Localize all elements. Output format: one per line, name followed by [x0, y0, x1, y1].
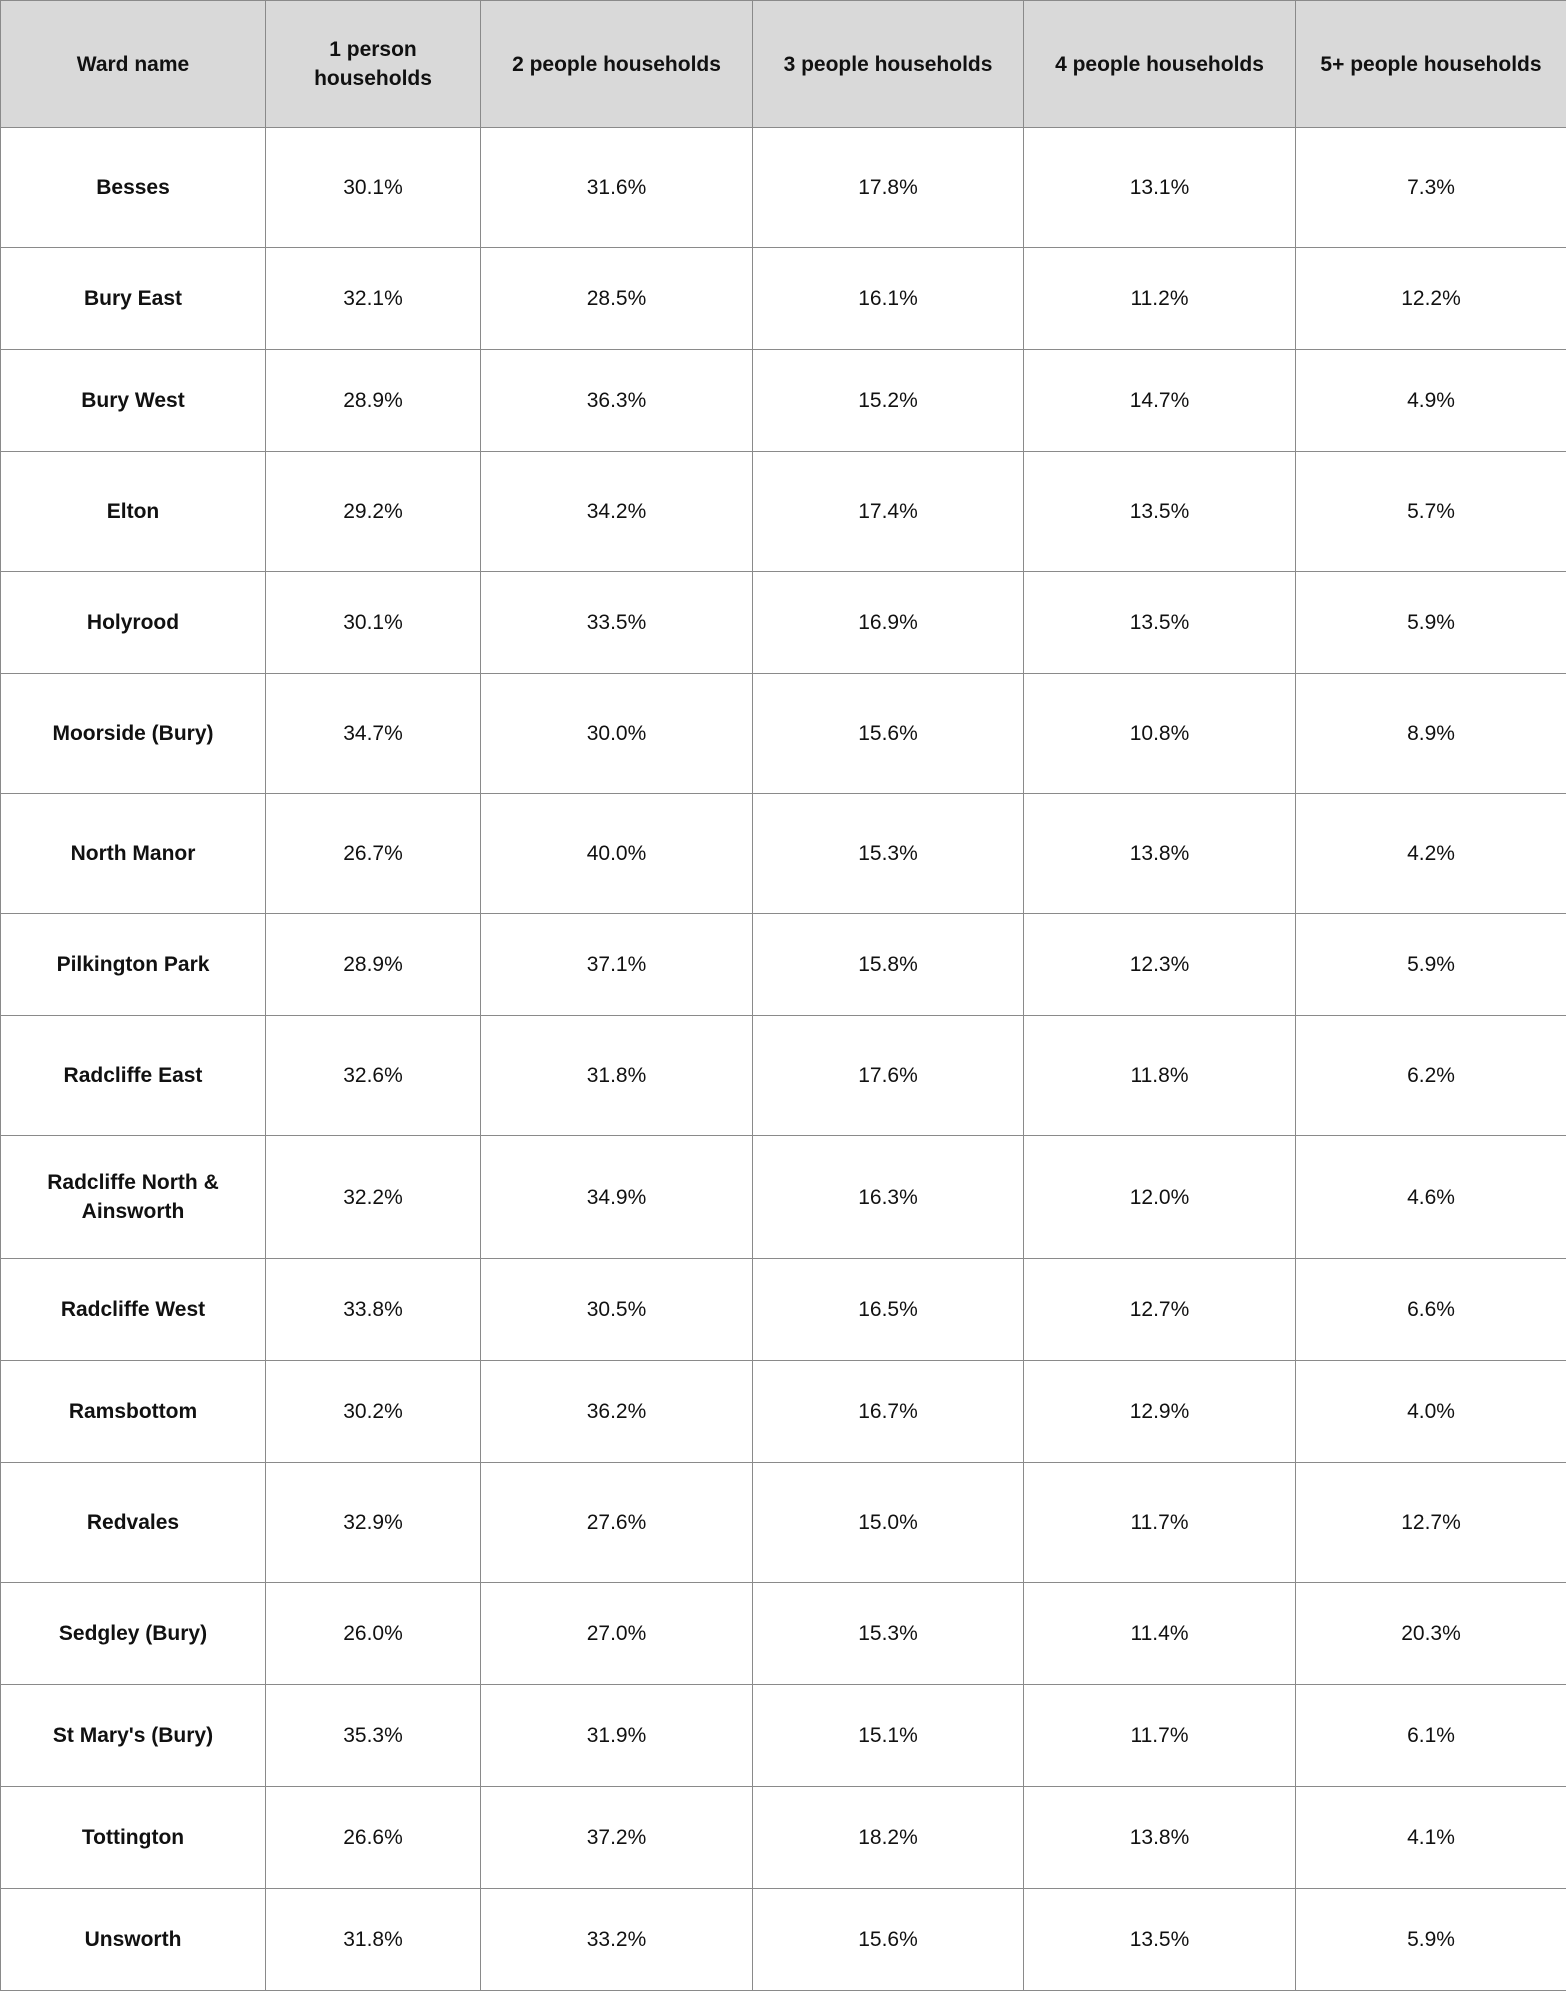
header-ward-name: Ward name	[1, 1, 266, 128]
table-row	[1, 1136, 1566, 1259]
five-plus-people-cell: 5.9%	[1296, 1889, 1566, 1991]
two-people-cell: 34.2%	[481, 452, 753, 572]
five-plus-people-cell: 4.6%	[1296, 1136, 1566, 1259]
three-people-cell: 15.6%	[753, 674, 1024, 794]
two-people-cell: 31.6%	[481, 128, 753, 248]
table-row	[1, 794, 1566, 914]
two-people-cell: 28.5%	[481, 248, 753, 350]
four-people-cell: 12.3%	[1024, 914, 1296, 1016]
two-people-cell: 40.0%	[481, 794, 753, 914]
one-person-cell: 28.9%	[266, 914, 481, 1016]
five-plus-people-cell: 12.7%	[1296, 1463, 1566, 1583]
ward-name-cell: Tottington	[1, 1787, 266, 1889]
two-people-cell: 36.2%	[481, 1361, 753, 1463]
ward-name-cell: Elton	[1, 452, 266, 572]
three-people-cell: 16.1%	[753, 248, 1024, 350]
one-person-cell: 30.1%	[266, 572, 481, 674]
header-3-people: 3 people households	[753, 1, 1024, 128]
ward-name-cell: North Manor	[1, 794, 266, 914]
four-people-cell: 10.8%	[1024, 674, 1296, 794]
ward-name-cell: Moorside (Bury)	[1, 674, 266, 794]
three-people-cell: 15.1%	[753, 1685, 1024, 1787]
one-person-cell: 26.0%	[266, 1583, 481, 1685]
one-person-cell: 34.7%	[266, 674, 481, 794]
three-people-cell: 17.6%	[753, 1016, 1024, 1136]
four-people-cell: 13.5%	[1024, 452, 1296, 572]
five-plus-people-cell: 4.0%	[1296, 1361, 1566, 1463]
table-row	[1, 1787, 1566, 1889]
three-people-cell: 16.5%	[753, 1259, 1024, 1361]
table-row	[1, 914, 1566, 1016]
four-people-cell: 11.4%	[1024, 1583, 1296, 1685]
table-row	[1, 452, 1566, 572]
five-plus-people-cell: 5.9%	[1296, 914, 1566, 1016]
table-body	[1, 128, 1566, 1991]
table-row	[1, 1889, 1566, 1991]
two-people-cell: 37.1%	[481, 914, 753, 1016]
three-people-cell: 16.9%	[753, 572, 1024, 674]
ward-name-cell: Redvales	[1, 1463, 266, 1583]
table-row	[1, 1361, 1566, 1463]
five-plus-people-cell: 8.9%	[1296, 674, 1566, 794]
four-people-cell: 13.1%	[1024, 128, 1296, 248]
five-plus-people-cell: 7.3%	[1296, 128, 1566, 248]
ward-name-cell: Sedgley (Bury)	[1, 1583, 266, 1685]
ward-name-cell: Bury East	[1, 248, 266, 350]
four-people-cell: 13.8%	[1024, 1787, 1296, 1889]
four-people-cell: 11.7%	[1024, 1463, 1296, 1583]
table-row	[1, 1259, 1566, 1361]
table-row	[1, 1463, 1566, 1583]
table-row	[1, 1016, 1566, 1136]
header-4-people: 4 people households	[1024, 1, 1296, 128]
four-people-cell: 13.5%	[1024, 572, 1296, 674]
one-person-cell: 29.2%	[266, 452, 481, 572]
four-people-cell: 12.7%	[1024, 1259, 1296, 1361]
three-people-cell: 15.0%	[753, 1463, 1024, 1583]
four-people-cell: 14.7%	[1024, 350, 1296, 452]
one-person-cell: 30.2%	[266, 1361, 481, 1463]
four-people-cell: 13.5%	[1024, 1889, 1296, 1991]
two-people-cell: 33.5%	[481, 572, 753, 674]
four-people-cell: 12.9%	[1024, 1361, 1296, 1463]
two-people-cell: 31.8%	[481, 1016, 753, 1136]
one-person-cell: 32.9%	[266, 1463, 481, 1583]
five-plus-people-cell: 12.2%	[1296, 248, 1566, 350]
table-header	[1, 1, 1566, 128]
five-plus-people-cell: 6.1%	[1296, 1685, 1566, 1787]
two-people-cell: 37.2%	[481, 1787, 753, 1889]
ward-name-cell: Pilkington Park	[1, 914, 266, 1016]
three-people-cell: 15.2%	[753, 350, 1024, 452]
table-row	[1, 248, 1566, 350]
one-person-cell: 33.8%	[266, 1259, 481, 1361]
one-person-cell: 32.2%	[266, 1136, 481, 1259]
ward-name-cell: Ramsbottom	[1, 1361, 266, 1463]
table-row	[1, 674, 1566, 794]
one-person-cell: 31.8%	[266, 1889, 481, 1991]
ward-name-cell: St Mary's (Bury)	[1, 1685, 266, 1787]
five-plus-people-cell: 4.1%	[1296, 1787, 1566, 1889]
four-people-cell: 11.2%	[1024, 248, 1296, 350]
header-5-plus-people: 5+ people households	[1296, 1, 1566, 128]
ward-name-cell: Unsworth	[1, 1889, 266, 1991]
two-people-cell: 30.0%	[481, 674, 753, 794]
ward-name-cell: Radcliffe East	[1, 1016, 266, 1136]
table-row	[1, 128, 1566, 248]
ward-name-cell: Radcliffe West	[1, 1259, 266, 1361]
three-people-cell: 17.4%	[753, 452, 1024, 572]
table-row	[1, 1583, 1566, 1685]
three-people-cell: 15.3%	[753, 794, 1024, 914]
three-people-cell: 15.3%	[753, 1583, 1024, 1685]
one-person-cell: 28.9%	[266, 350, 481, 452]
three-people-cell: 15.6%	[753, 1889, 1024, 1991]
header-row	[1, 1, 1566, 128]
ward-name-cell: Radcliffe North & Ainsworth	[1, 1136, 266, 1259]
five-plus-people-cell: 5.9%	[1296, 572, 1566, 674]
two-people-cell: 34.9%	[481, 1136, 753, 1259]
five-plus-people-cell: 6.6%	[1296, 1259, 1566, 1361]
three-people-cell: 15.8%	[753, 914, 1024, 1016]
two-people-cell: 30.5%	[481, 1259, 753, 1361]
table-row	[1, 1685, 1566, 1787]
one-person-cell: 32.1%	[266, 248, 481, 350]
four-people-cell: 11.7%	[1024, 1685, 1296, 1787]
four-people-cell: 13.8%	[1024, 794, 1296, 914]
one-person-cell: 26.7%	[266, 794, 481, 914]
four-people-cell: 11.8%	[1024, 1016, 1296, 1136]
header-1-person: 1 person households	[266, 1, 481, 128]
five-plus-people-cell: 4.9%	[1296, 350, 1566, 452]
two-people-cell: 27.6%	[481, 1463, 753, 1583]
five-plus-people-cell: 4.2%	[1296, 794, 1566, 914]
one-person-cell: 32.6%	[266, 1016, 481, 1136]
table-row	[1, 572, 1566, 674]
three-people-cell: 16.7%	[753, 1361, 1024, 1463]
two-people-cell: 27.0%	[481, 1583, 753, 1685]
two-people-cell: 36.3%	[481, 350, 753, 452]
ward-name-cell: Holyrood	[1, 572, 266, 674]
three-people-cell: 16.3%	[753, 1136, 1024, 1259]
ward-name-cell: Besses	[1, 128, 266, 248]
one-person-cell: 30.1%	[266, 128, 481, 248]
two-people-cell: 31.9%	[481, 1685, 753, 1787]
three-people-cell: 17.8%	[753, 128, 1024, 248]
five-plus-people-cell: 5.7%	[1296, 452, 1566, 572]
five-plus-people-cell: 20.3%	[1296, 1583, 1566, 1685]
five-plus-people-cell: 6.2%	[1296, 1016, 1566, 1136]
ward-name-cell: Bury West	[1, 350, 266, 452]
table-row	[1, 350, 1566, 452]
four-people-cell: 12.0%	[1024, 1136, 1296, 1259]
two-people-cell: 33.2%	[481, 1889, 753, 1991]
header-2-people: 2 people households	[481, 1, 753, 128]
three-people-cell: 18.2%	[753, 1787, 1024, 1889]
one-person-cell: 26.6%	[266, 1787, 481, 1889]
one-person-cell: 35.3%	[266, 1685, 481, 1787]
